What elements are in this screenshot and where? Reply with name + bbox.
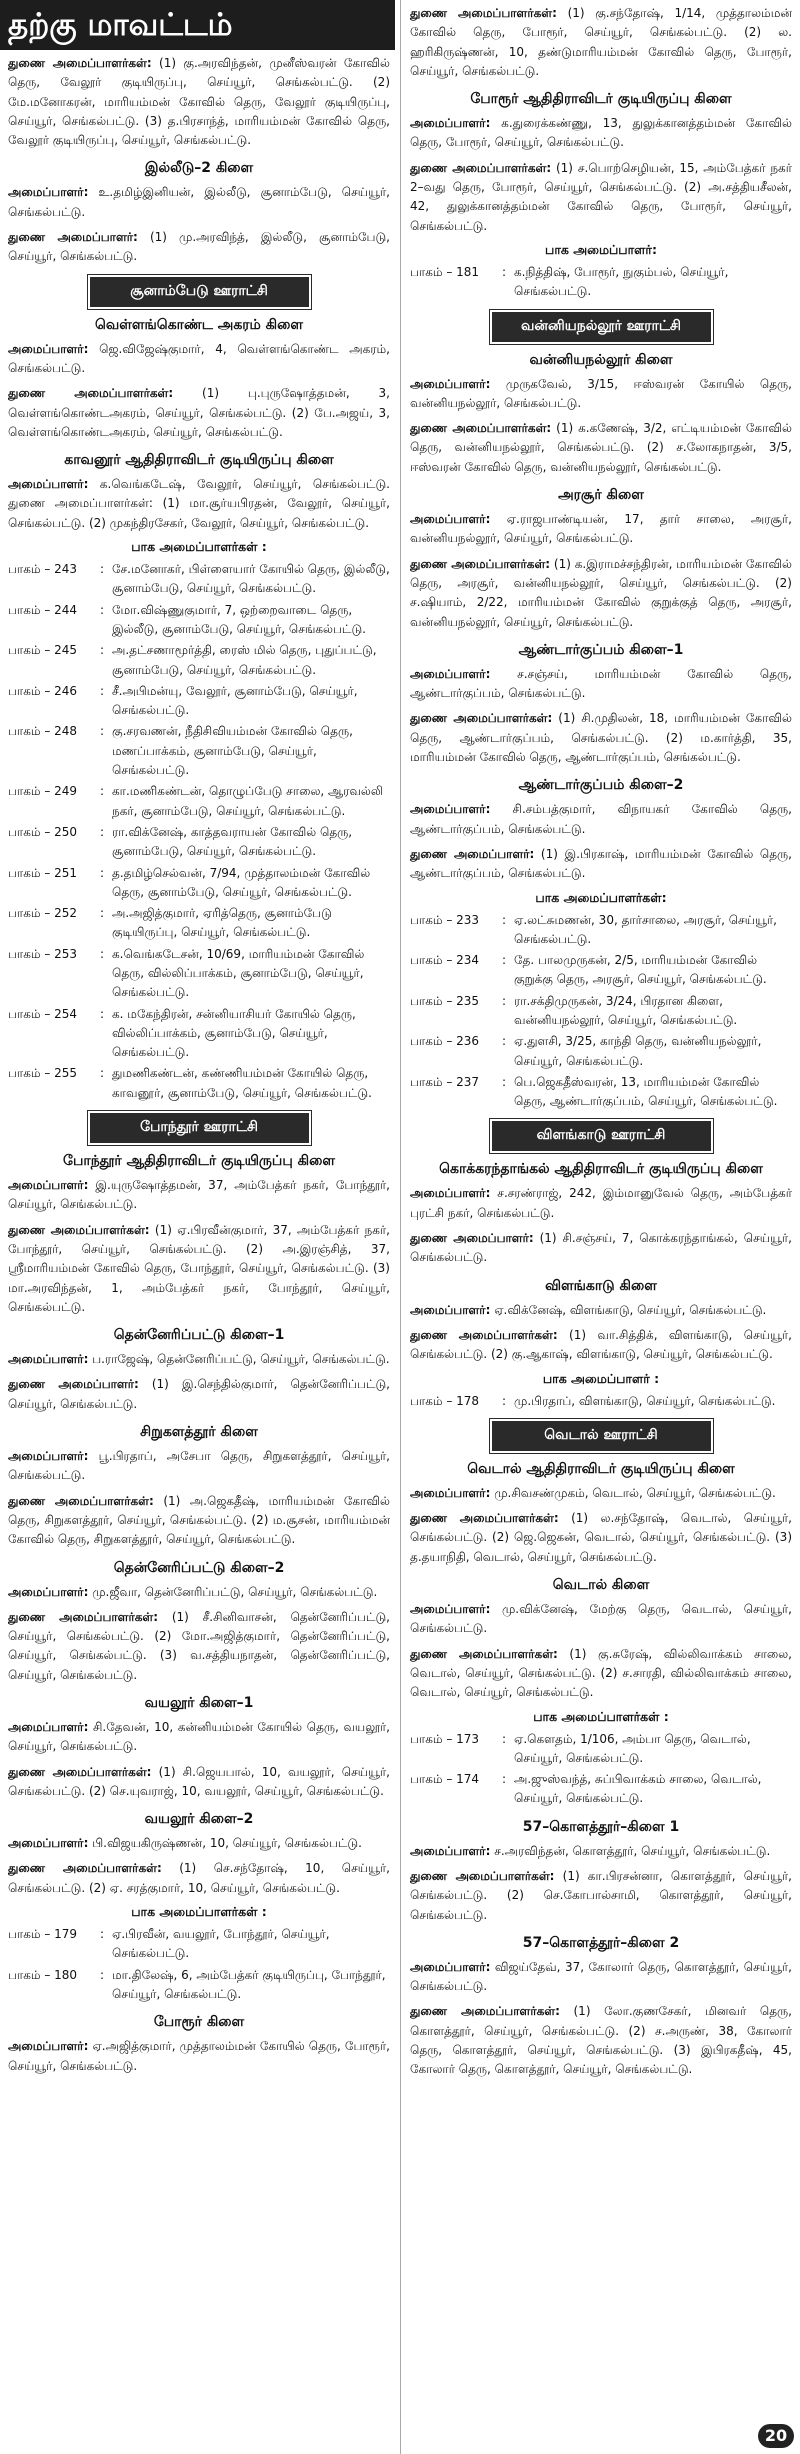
member-entry bbox=[410, 845, 792, 884]
role-label: அமைப்பாளர்: bbox=[8, 2039, 89, 2054]
member-details: (1) சீ.சினிவாசன், தென்னேரிப்பட்டு, செய்யூர், செங்கல்பட்டு. (2) மோ.அஜித்குமார், தென்னேரிப்பட்டு, செய்யூர், செங்கல்பட்டு. (3) வ.சத்தியநாதன், தென்னேரிப்பட்டு, செய்யூர், செங்கல்பட்டு. bbox=[8, 1609, 390, 1682]
role-label: துணை அமைப்பாளர்கள்: bbox=[8, 1861, 162, 1876]
booth-row bbox=[8, 1005, 390, 1063]
booth-number: பாகம் – 254 bbox=[8, 1006, 78, 1021]
booth-row bbox=[410, 992, 792, 1031]
branch-heading: விளங்காடு கிளை bbox=[545, 1277, 657, 1294]
member-details: முருகவேல், 3/15, ஈஸ்வரன் கோயில் தெரு, வன்னியநல்லூர், செங்கல்பட்டு. bbox=[410, 376, 792, 410]
member-details: (1) செ.சந்தோஷ், 10, செய்யூர், செங்கல்பட்டு. (2) ஏ. சரத்குமார், 10, செய்யூர், செங்கல்பட்டு. bbox=[8, 1861, 390, 1895]
member-entry bbox=[410, 555, 792, 632]
member-entry bbox=[410, 800, 792, 839]
role-label: அமைப்பாளர்: bbox=[8, 185, 89, 200]
role-label: அமைப்பாளர்: bbox=[410, 1602, 491, 1617]
member-entry bbox=[410, 1645, 792, 1703]
booth-number: பாகம் – 237 bbox=[410, 1074, 480, 1089]
booth-details: அ.ஜுஸ்வந்த், சுப்பிவாக்கம் சாலை, வெடால், செய்யூர், செங்கல்பட்டு. bbox=[514, 1772, 762, 1806]
panchayat-banner: விளங்காடு ஊராட்சி bbox=[492, 1121, 711, 1151]
branch-heading: இல்லீடு–2 கிளை bbox=[144, 160, 254, 177]
member-details: விஜய்தேவ், 37, கோலார் தெரு, கொளத்தூர், செய்யூர், செங்கல்பட்டு. bbox=[410, 1959, 792, 1994]
role-label: துணை அமைப்பாளர்: bbox=[410, 1231, 534, 1246]
branch-heading: போரூர் கிளை bbox=[153, 2014, 245, 2031]
colon-separator: : bbox=[100, 865, 105, 880]
booth-row bbox=[8, 641, 390, 680]
member-entry bbox=[8, 475, 390, 533]
panchayat-banner: வெடால் ஊராட்சி bbox=[492, 1421, 711, 1451]
member-details: சி.சம்பத்குமார், விநாயகர் கோவில் தெரு, ஆண்டார்குப்பம், செங்கல்பட்டு. bbox=[410, 802, 792, 836]
booth-number: பாகம் – 180 bbox=[8, 1967, 78, 1982]
role-label: துணை அமைப்பாளர்கள்: bbox=[410, 1869, 555, 1883]
booth-details: மோ.விஷ்ணுகுமார், 7, ஒற்றைவாடை தெரு, இல்லீடு, சூனாம்பேடு, செய்யூர், செங்கல்பட்டு. bbox=[112, 602, 366, 636]
branch-heading: 57–கொளத்தூர்–கிளை 2 bbox=[522, 1934, 680, 1951]
booth-row bbox=[410, 1032, 792, 1071]
role-label: துணை அமைப்பாளர்கள்: bbox=[410, 421, 552, 436]
booth-row bbox=[8, 560, 390, 599]
member-entry bbox=[8, 1350, 390, 1369]
member-entry bbox=[8, 1492, 390, 1550]
member-details: (1) சி.முதிலன், 18, மாரியம்மன் கோவில் தெரு, ஆண்டார்குப்பம், செங்கல்பட்டு. (2) ம.கார்த்தி, 35, மாரியம்மன் கோவில் தெரு, ஆண்டார்குப்பம், செங்கல்பட்டு. bbox=[410, 711, 792, 765]
booth-details: க. மகேந்திரன், சன்னியாசியர் கோயில் தெரு, வில்லிப்பாக்கம், சூனாம்பேடு, செய்யூர், செங்கல்பட்டு. bbox=[112, 1006, 356, 1060]
role-label: அமைப்பாளர்: bbox=[8, 477, 89, 492]
sub-heading: பாக அமைப்பாளர்கள் : bbox=[131, 539, 267, 555]
branch-heading: தென்னேரிப்பட்டு கிளை–2 bbox=[113, 1559, 285, 1576]
colon-separator: : bbox=[100, 562, 105, 577]
member-entry bbox=[8, 2037, 390, 2076]
booth-number: பாகம் – 249 bbox=[8, 784, 78, 799]
member-entry bbox=[410, 419, 792, 477]
member-details: (1) மு.அரவிந்த், இல்லீடு, சூனாம்பேடு, செய்யூர், செங்கல்பட்டு. bbox=[8, 230, 390, 264]
sub-heading: பாக அமைப்பாளர்கள் : bbox=[533, 1708, 669, 1724]
member-entry bbox=[410, 1509, 792, 1567]
branch-heading: காவனூர் ஆதிதிராவிடர் குடியிருப்பு கிளை bbox=[64, 452, 334, 469]
booth-row bbox=[8, 864, 390, 903]
member-entry bbox=[410, 1326, 792, 1365]
role-label: அமைப்பாளர்: bbox=[410, 666, 491, 681]
role-label: அமைப்பாளர்: bbox=[8, 1584, 89, 1599]
role-label: துணை அமைப்பாளர்கள்: bbox=[8, 1222, 150, 1237]
member-details: (1) வா.சித்திக், விளங்காடு, செய்யூர், செங்கல்பட்டு. (2) கு.ஆகாஷ், விளங்காடு, செய்யூர், செங்கல்பட்டு. bbox=[410, 1327, 792, 1362]
branch-heading: கொக்கரந்தாங்கல் ஆதிதிராவிடர் குடியிருப்பு கிளை bbox=[439, 1161, 763, 1178]
branch-heading: வயலூர் கிளை–1 bbox=[144, 1695, 254, 1711]
booth-number: பாகம் – 173 bbox=[410, 1731, 480, 1746]
member-details: (1) கு.அரவிந்தன், முனீஸ்வரன் கோவில் தெரு, வேலூர் குடியிருப்பு, செய்யூர், செங்கல்பட்டு. (2) மே.மனோகரன், மாரியம்மன் கோவில் தெரு, வேலூர் குடியிருப்பு, செய்யூர், செங்கல்பட்டு. (3) த.பிரசாந்த், மாரியம்மன் கோவில் தெரு, வேலூர் குடியிருப்பு, செய்யூர், செங்கல்பட்டு. bbox=[8, 56, 390, 148]
member-details: ச.சரண்ராஜ், 242, இம்மானுவேல் தெரு, அம்பேத்கர் புரட்சி நகர், செங்கல்பட்டு. bbox=[410, 1186, 792, 1220]
role-label: துணை அமைப்பாளர்கள்: bbox=[410, 1646, 558, 1661]
colon-separator: : bbox=[502, 1034, 507, 1049]
role-label: துணை அமைப்பாளர்கள்: bbox=[410, 556, 551, 571]
member-entry bbox=[8, 1763, 390, 1802]
member-details: பூ.பிரதாப், அசேபா தெரு, சிறுகளத்தூர், செய்யூர், செங்கல்பட்டு. bbox=[8, 1449, 390, 1483]
member-entry bbox=[8, 1608, 390, 1685]
member-details: (1) க.கணேஷ், 3/2, எட்டியம்மன் கோவில் தெரு, வன்னியநல்லூர், செங்கல்பட்டு. (2) ச.லோகநாதன், 3/5, ஈஸ்வரன் கோவில் தெரு, வன்னியநல்லூர், செங்கல்பட்டு. bbox=[410, 421, 792, 474]
booth-details: அ.அஜித்குமார், ஏரித்தெரு, சூனாம்பேடு குடியிருப்பு, செய்யூர், செங்கல்பட்டு. bbox=[112, 906, 332, 940]
colon-separator: : bbox=[502, 1731, 507, 1746]
role-label: துணை அமைப்பாளர்: bbox=[8, 1377, 139, 1392]
role-label: அமைப்பாளர்: bbox=[410, 1186, 491, 1201]
member-entry bbox=[410, 1229, 792, 1268]
panchayat-banner: போந்தூர் ஊராட்சி bbox=[90, 1113, 309, 1143]
branch-heading: வெள்ளங்கொண்ட அகரம் கிளை bbox=[94, 316, 304, 333]
member-entry bbox=[8, 183, 390, 222]
booth-number: பாகம் – 248 bbox=[8, 724, 78, 739]
member-details: (1) பு.புருஷோத்தமன், 3, வெள்ளங்கொண்டஅகரம், செய்யூர், செங்கல்பட்டு. (2) பே.அஜய், 3, வெள்ளங்கொண்டஅகரம், செய்யூர், செங்கல்பட்டு. bbox=[8, 386, 390, 439]
member-entry bbox=[410, 709, 792, 767]
member-details: இ.யுருஷோத்தமன், 37, அம்பேத்கர் நகர், போந்தூர், செய்யூர், செங்கல்பட்டு. bbox=[8, 1178, 390, 1212]
member-details: ப.ராஜேஷ், தென்னேரிப்பட்டு, செய்யூர், செங்கல்பட்டு. bbox=[88, 1352, 390, 1367]
role-label: துணை அமைப்பாளர்கள்: bbox=[8, 1609, 159, 1624]
booth-row bbox=[8, 601, 390, 640]
member-entry bbox=[8, 1375, 390, 1414]
member-details: சி.தேவன், 10, கன்னியம்மன் கோயில் தெரு, வயலூர், செய்யூர், செங்கல்பட்டு. bbox=[8, 1720, 390, 1754]
member-entry bbox=[410, 1842, 792, 1861]
colon-separator: : bbox=[502, 264, 507, 279]
member-entry bbox=[8, 1859, 390, 1898]
role-label: அமைப்பாளர்: bbox=[410, 1485, 491, 1500]
member-details: (1) இ.பிரகாஷ், மாரியம்மன் கோவில் தெரு, ஆண்டார்குப்பம், செங்கல்பட்டு. bbox=[410, 846, 792, 881]
colon-separator: : bbox=[502, 1772, 507, 1787]
colon-separator: : bbox=[502, 1074, 507, 1089]
member-details: மு.சிவசண்முகம், வெடால், செய்யூர், செங்கல்பட்டு. bbox=[490, 1485, 776, 1500]
booth-number: பாகம் – 243 bbox=[8, 562, 78, 577]
member-entry bbox=[410, 1484, 792, 1503]
booth-details: தே. பாலமுருகன், 2/5, மாரியம்மன் கோவில் குறுக்கு தெரு, அரசூர், செய்யூர், செங்கல்பட்டு. bbox=[514, 953, 767, 987]
member-entry bbox=[410, 159, 792, 236]
member-entry bbox=[410, 665, 792, 704]
booth-details: ரா.விக்னேஷ், காத்தவராயன் கோவில் தெரு, சூனாம்பேடு, செய்யூர், செங்கல்பட்டு. bbox=[112, 824, 353, 859]
booth-row bbox=[8, 722, 390, 780]
booth-details: துமணிகண்டன், கண்ணியம்மன் கோயில் தெரு, காவனூர், சூனாம்பேடு, செய்யூர், செங்கல்பட்டு. bbox=[112, 1066, 372, 1100]
role-label: அமைப்பாளர்: bbox=[410, 1843, 491, 1858]
booth-number: பாகம் – 253 bbox=[8, 946, 78, 961]
member-entry bbox=[8, 1176, 390, 1215]
member-entry bbox=[8, 1447, 390, 1486]
booth-number: பாகம் – 250 bbox=[8, 824, 78, 839]
role-label: துணை அமைப்பாளர்: bbox=[8, 230, 138, 245]
branch-heading: வயலூர் கிளை–2 bbox=[144, 1811, 254, 1828]
booth-details: சீ.அபிமன்யு, வேலூர், சூனாம்பேடு, செய்யூர், செங்கல்பட்டு. bbox=[112, 683, 358, 718]
role-label: அமைப்பாளர்: bbox=[8, 1178, 89, 1193]
member-details: (1) இ.செந்தில்குமார், தென்னேரிப்பட்டு, செய்யூர், செங்கல்பட்டு. bbox=[8, 1377, 390, 1411]
member-details: ஜெ.விஜேஷ்குமார், 4, வெள்ளங்கொண்ட அகரம், செங்கல்பட்டு. bbox=[8, 341, 390, 375]
booth-row bbox=[8, 682, 390, 721]
booth-number: பாகம் – 233 bbox=[410, 912, 480, 927]
booth-number: பாகம் – 234 bbox=[410, 953, 480, 968]
booth-details: அ.தட்சணாமூர்த்தி, ரைஸ் மில் தெரு, புதுப்பட்டு, சூனாம்பேடு, செய்யூர், செங்கல்பட்டு. bbox=[112, 643, 377, 677]
member-details: ஏ.விக்னேஷ், விளங்காடு, செய்யூர், செங்கல்பட்டு. bbox=[490, 1302, 767, 1317]
member-details: ச.சஞ்சய், மாரியம்மன் கோவில் தெரு, ஆண்டார்குப்பம், செங்கல்பட்டு. bbox=[410, 666, 792, 701]
member-entry bbox=[8, 384, 390, 442]
branch-heading: போரூர் ஆதிதிராவிடர் குடியிருப்பு கிளை bbox=[470, 91, 732, 108]
member-details: (1) அ.ஜெகதீஷ், மாரியம்மன் கோவில் தெரு, சிறுகளத்தூர், செய்யூர், செங்கல்பட்டு. (2) ம.சூசன், மாரியம்மன் கோவில் தெரு, சிறுகளத்தூர், செய்யூர், செங்கல்பட்டு. bbox=[8, 1493, 390, 1547]
panchayat-banner: வன்னியநல்லூர் ஊராட்சி bbox=[492, 312, 711, 342]
booth-row bbox=[410, 1392, 792, 1411]
booth-details: ஏ.லட்சுமணன், 30, தார்சாலை, அரசூர், செய்யூர், செங்கல்பட்டு. bbox=[514, 912, 777, 946]
colon-separator: : bbox=[100, 1967, 105, 1982]
booth-details: க.வெங்கடேசன், 10/69, மாரியம்மன் கோவில் தெரு, வில்லிப்பாக்கம், சூனாம்பேடு, செய்யூர், செங்கல்பட்டு. bbox=[112, 946, 365, 1000]
right-column bbox=[410, 4, 792, 2086]
member-entry bbox=[410, 1184, 792, 1223]
sub-heading: பாக அமைப்பாளர்: bbox=[545, 241, 657, 257]
role-label: அமைப்பாளர்: bbox=[8, 1352, 89, 1367]
member-entry bbox=[410, 375, 792, 414]
booth-details: ரா.சக்திமுருகன், 3/24, பிரதான கிளை, வன்னியநல்லூர், செய்யூர், செங்கல்பட்டு. bbox=[514, 993, 738, 1027]
member-details: (1) கு.சந்தோஷ், 1/14, முத்தாலம்மன் கோவில் தெரு, போரூர், செய்யூர், செங்கல்பட்டு. (2) ல. ஹரிகிருஷ்ணன், 10, தண்டுமாரியம்மன் கோவில் தெரு, போரூர், செய்யூர், செங்கல்பட்டு. bbox=[410, 6, 792, 78]
member-entry bbox=[8, 340, 390, 379]
member-entry bbox=[8, 228, 390, 267]
role-label: அமைப்பாளர்: bbox=[410, 116, 491, 131]
role-label: அமைப்பாளர்: bbox=[8, 1720, 89, 1734]
colon-separator: : bbox=[100, 1927, 105, 1942]
colon-separator: : bbox=[100, 683, 105, 698]
booth-number: பாகம் – 179 bbox=[8, 1927, 78, 1942]
role-label: அமைப்பாளர்: bbox=[410, 512, 491, 527]
booth-row bbox=[410, 1073, 792, 1112]
booth-row bbox=[8, 904, 390, 943]
role-label: துணை அமைப்பாளர்கள்: bbox=[8, 386, 174, 401]
booth-details: கு.சரவணன், நீதிசிவியம்மன் கோவில் தெரு, மணப்பாக்கம், சூனாம்பேடு, செய்யூர், செங்கல்பட்டு. bbox=[112, 724, 353, 778]
colon-separator: : bbox=[502, 1393, 507, 1408]
member-details: (1) லோ.குணசேகர், மினவர் தெரு, கொளத்தூர், செய்யூர், செங்கல்பட்டு. (2) ச.அருண், 38, கோலார் தெரு, கொளத்தூர், செய்யூர், செங்கல்பட்டு. (3) இபிரகதீஷ், 45, கோலார் தெரு, கொளத்தூர், செய்யூர், செங்கல்பட்டு. bbox=[410, 2004, 792, 2077]
member-details: க.துரைக்கண்ணு, 13, துலுக்கானத்தம்மன் கோவில் தெரு, போரூர், செய்யூர், செங்கல்பட்டு. bbox=[410, 116, 792, 150]
page-title: தற்கு மாவட்டம் bbox=[8, 7, 233, 43]
booth-row bbox=[8, 782, 390, 821]
colon-separator: : bbox=[100, 824, 105, 839]
sub-heading: பாக அமைப்பாளர்கள் : bbox=[131, 1904, 267, 1920]
role-label: துணை அமைப்பாளர்கள்: bbox=[410, 711, 553, 726]
member-entry bbox=[8, 54, 390, 150]
booth-number: பாகம் – 235 bbox=[410, 993, 480, 1008]
member-entry bbox=[410, 1958, 792, 1997]
colon-separator: : bbox=[502, 993, 507, 1008]
role-label: அமைப்பாளர்: bbox=[8, 1449, 89, 1464]
role-label: அமைப்பாளர்: bbox=[8, 1836, 89, 1851]
role-label: துணை அமைப்பாளர்கள்: bbox=[8, 56, 152, 70]
sub-heading: பாக அமைப்பாளர் : bbox=[542, 1370, 660, 1386]
booth-number: பாகம் – 174 bbox=[410, 1772, 480, 1787]
panchayat-banner: சூனாம்பேடு ஊராட்சி bbox=[90, 277, 309, 307]
member-entry bbox=[410, 114, 792, 153]
member-details: க.வெங்கடேஷ், வேலூர், செய்யூர், செங்கல்பட்டு. துணை அமைப்பாளர்கள்: (1) மா.சூர்யபிரதன், வேலூர், செய்யூர், செங்கல்பட்டு. (2) முகந்திரசேகர், வேலூர், செய்யூர், செங்கல்பட்டு. bbox=[8, 477, 390, 530]
member-entry bbox=[410, 4, 792, 81]
booth-row bbox=[410, 911, 792, 950]
member-entry bbox=[410, 510, 792, 549]
booth-details: சே.மனோகர், பிள்ளையார் கோயில் தெரு, இல்லீடு, சூனாம்பேடு, செய்யூர், செங்கல்பட்டு. bbox=[112, 562, 390, 596]
role-label: துணை அமைப்பாளர்கள்: bbox=[410, 160, 552, 175]
member-entry bbox=[8, 1834, 390, 1853]
role-label: துணை அமைப்பாளர்: bbox=[410, 846, 535, 861]
booth-number: பாகம் – 236 bbox=[410, 1034, 480, 1049]
booth-details: மு.பிரதாப், விளங்காடு, செய்யூர், செங்கல்பட்டு. bbox=[514, 1393, 776, 1408]
member-details: (1) சி.சஞ்சய், 7, கொக்கரந்தாங்கல், செய்யூர், செங்கல்பட்டு. bbox=[410, 1231, 792, 1265]
booth-details: மா.திலேஷ், 6, அம்பேத்கர் குடியிருப்பு, போந்தூர், செய்யூர், செங்கல்பட்டு. bbox=[112, 1967, 386, 2001]
booth-row bbox=[410, 263, 792, 302]
role-label: துணை அமைப்பாளர்கள்: bbox=[8, 1764, 152, 1779]
colon-separator: : bbox=[100, 906, 105, 921]
booth-row bbox=[8, 1064, 390, 1103]
role-label: துணை அமைப்பாளர்கள்: bbox=[8, 1493, 154, 1508]
member-details: ஏ.ராஜபாண்டியன், 17, தார் சாலை, அரசூர், வன்னியநல்லூர், செய்யூர், செங்கல்பட்டு. bbox=[410, 512, 792, 546]
role-label: அமைப்பாளர்: bbox=[410, 1959, 491, 1974]
member-details: பி.விஜயகிருஷ்ணன், 10, செய்யூர், செங்கல்பட்டு. bbox=[88, 1836, 362, 1851]
colon-separator: : bbox=[100, 602, 105, 617]
booth-details: ஏ.கௌதம், 1/106, அம்பா தெரு, வெடால், செய்யூர், செங்கல்பட்டு. bbox=[514, 1731, 751, 1765]
booth-row bbox=[8, 1966, 390, 2005]
role-label: துணை அமைப்பாளர்கள்: bbox=[410, 1327, 558, 1342]
member-details: (1) ஏ.பிரவீன்குமார், 37, அம்பேத்கர் நகர், போந்தூர், செய்யூர், செங்கல்பட்டு. (2) அ.இரஞ்சித், 37, ஸ்ரீமாரியம்மன் கோவில் தெரு, போந்தூர், செய்யூர், செங்கல்பட்டு. (3) மா.அரவிந்தன், 1, அம்பேத்கர் நகர், போந்தூர், செய்யூர், செங்கல்பட்டு. bbox=[8, 1222, 390, 1314]
member-details: (1) கு.சுரேஷ், வில்லிவாக்கம் சாலை, வெடால், செய்யூர், செங்கல்பட்டு. (2) ச.சாரதி, வில்லிவாக்கம் சாலை, வெடால், செய்யூர், செங்கல்பட்டு. bbox=[410, 1646, 792, 1700]
booth-details: பெ.ஜெகதீஸ்வரன், 13, மாரியம்மன் கோவில் தெரு, ஆண்டார்குப்பம், செய்யூர், செங்கல்பட்டு. bbox=[514, 1074, 778, 1109]
branch-heading: வெடால் கிளை bbox=[552, 1577, 650, 1594]
column-divider bbox=[400, 0, 401, 2454]
booth-number: பாகம் – 252 bbox=[8, 906, 78, 921]
colon-separator: : bbox=[100, 643, 105, 658]
left-column bbox=[8, 54, 390, 2082]
colon-separator: : bbox=[100, 784, 105, 799]
sub-heading: பாக அமைப்பாளர்கள்: bbox=[535, 889, 667, 905]
page-number-badge: 20 bbox=[758, 2424, 794, 2448]
branch-heading: வெடால் ஆதிதிராவிடர் குடியிருப்பு கிளை bbox=[467, 1460, 735, 1477]
booth-row bbox=[410, 1770, 792, 1809]
branch-heading: ஆண்டார்குப்பம் கிளை–1 bbox=[518, 641, 684, 658]
branch-heading: ஆண்டார்குப்பம் கிளை–2 bbox=[518, 777, 684, 794]
member-entry bbox=[8, 1718, 390, 1757]
booth-number: பாகம் – 244 bbox=[8, 602, 78, 617]
member-details: ச.அரவிந்தன், கொளத்தூர், செய்யூர், செங்கல்பட்டு. bbox=[490, 1843, 771, 1858]
booth-details: ஏ.துளசி, 3/25, காந்தி தெரு, வன்னியநல்லூர், செய்யூர், செங்கல்பட்டு. bbox=[514, 1034, 762, 1068]
booth-details: க.நித்திஷ், போரூர், நுகும்பல், செய்யூர், செங்கல்பட்டு. bbox=[514, 264, 729, 299]
member-details: (1) க.இராமச்சந்திரன், மாரியம்மன் கோவில் தெரு, அரசூர், வன்னியநல்லூர், செய்யூர், செங்கல்பட்டு. (2) ச.ஷியாம், 2/22, மாரியம்மன் கோவில் குறுக்குத் தெரு, அரசூர், வன்னியநல்லூர், செய்யூர், செங்கல்பட்டு. bbox=[410, 556, 792, 629]
member-details: (1) கா.பிரசன்னா, கொளத்தூர், செய்யூர், செங்கல்பட்டு. (2) செ.கோபால்சாமி, கொளத்தூர், செய்யூர், செங்கல்பட்டு. bbox=[410, 1869, 792, 1922]
member-details: (1) சி.ஜெயபால், 10, வயலூர், செய்யூர், செங்கல்பட்டு. (2) செ.யுவராஜ், 10, வயலூர், செய்யூர், செங்கல்பட்டு. bbox=[8, 1764, 390, 1798]
branch-heading: வன்னியநல்லூர் கிளை bbox=[529, 351, 673, 368]
member-entry bbox=[8, 1221, 390, 1317]
member-details: (1) ச.பொற்செழியன், 15, அம்பேத்கர் நகர் 2–வது தெரு, போரூர், செய்யூர், செங்கல்பட்டு. (2) அ.சத்தியசீலன், 42, துலுக்கானத்தம்மன் கோவில் தெரு, போரூர், செய்யூர், செங்கல்பட்டு. bbox=[410, 160, 792, 233]
booth-row bbox=[8, 823, 390, 862]
member-details: உ.தமிழ்இனியன், இல்லீடு, சூனாம்பேடு, செய்யூர், செங்கல்பட்டு. bbox=[8, 185, 390, 219]
member-details: (1) ல.சந்தோஷ், வெடால், செய்யூர், செங்கல்பட்டு. (2) ஜெ.ஜெகன், வெடால், செய்யூர், செங்கல்பட்டு. (3) த.தயாநிதி, வெடால், செய்யூர், செங்கல்பட்டு. bbox=[410, 1511, 792, 1564]
page-header bbox=[0, 0, 395, 50]
role-label: அமைப்பாளர்: bbox=[410, 376, 491, 391]
branch-heading: போந்தூர் ஆதிதிராவிடர் குடியிருப்பு கிளை bbox=[63, 1153, 335, 1170]
colon-separator: : bbox=[502, 912, 507, 927]
member-entry bbox=[410, 1301, 792, 1320]
colon-separator: : bbox=[502, 953, 507, 968]
colon-separator: : bbox=[100, 946, 105, 961]
booth-details: கா.மணிகண்டன், தொழுப்பேடு சாலை, ஆரவல்லி நகர், சூனாம்பேடு, செய்யூர், செங்கல்பட்டு. bbox=[112, 784, 384, 818]
role-label: துணை அமைப்பாளர்கள்: bbox=[410, 1511, 559, 1526]
booth-number: பாகம் – 181 bbox=[410, 264, 480, 279]
branch-heading: தென்னேரிப்பட்டு கிளை–1 bbox=[113, 1327, 285, 1344]
colon-separator: : bbox=[100, 724, 105, 739]
branch-heading: அரசூர் கிளை bbox=[558, 487, 644, 504]
booth-number: பாகம் – 246 bbox=[8, 683, 78, 698]
booth-number: பாகம் – 255 bbox=[8, 1066, 78, 1081]
booth-number: பாகம் – 251 bbox=[8, 865, 78, 880]
role-label: அமைப்பாளர்: bbox=[8, 341, 89, 356]
member-entry bbox=[410, 2002, 792, 2079]
booth-row bbox=[8, 945, 390, 1003]
colon-separator: : bbox=[100, 1066, 105, 1081]
colon-separator: : bbox=[100, 1006, 105, 1021]
booth-number: பாகம் – 245 bbox=[8, 643, 78, 658]
branch-heading: சிறுகளத்தூர் கிளை bbox=[140, 1424, 258, 1441]
member-details: மு.விக்னேஷ், மேற்கு தெரு, வெடால், செய்யூர், செங்கல்பட்டு. bbox=[410, 1602, 792, 1636]
role-label: அமைப்பாளர்: bbox=[410, 802, 491, 817]
member-entry bbox=[410, 1600, 792, 1639]
booth-row bbox=[8, 1925, 390, 1964]
member-details: மு.ஜீவா, தென்னேரிப்பட்டு, செய்யூர், செங்கல்பட்டு. bbox=[88, 1584, 378, 1599]
branch-heading: 57–கொளத்தூர்–கிளை 1 bbox=[522, 1818, 680, 1835]
booth-details: த.தமிழ்செல்வன், 7/94, முத்தாலம்மன் கோவில் தெரு, சூனாம்பேடு, செய்யூர், செங்கல்பட்டு. bbox=[112, 865, 371, 899]
booth-row bbox=[410, 951, 792, 990]
role-label: துணை அமைப்பாளர்கள்: bbox=[410, 2004, 560, 2019]
member-entry bbox=[410, 1867, 792, 1925]
role-label: அமைப்பாளர்: bbox=[410, 1302, 491, 1317]
booth-row bbox=[410, 1730, 792, 1769]
member-details: ஏ.அஜித்குமார், முத்தாலம்மன் கோயில் தெரு, போரூர், செய்யூர், செங்கல்பட்டு. bbox=[8, 2039, 390, 2073]
booth-details: ஏ.பிரவீன், வயலூர், போந்தூர், செய்யூர், செங்கல்பட்டு. bbox=[112, 1927, 330, 1961]
booth-number: பாகம் – 178 bbox=[410, 1393, 480, 1408]
member-entry bbox=[8, 1583, 390, 1602]
role-label: துணை அமைப்பாளர்கள்: bbox=[410, 6, 557, 20]
